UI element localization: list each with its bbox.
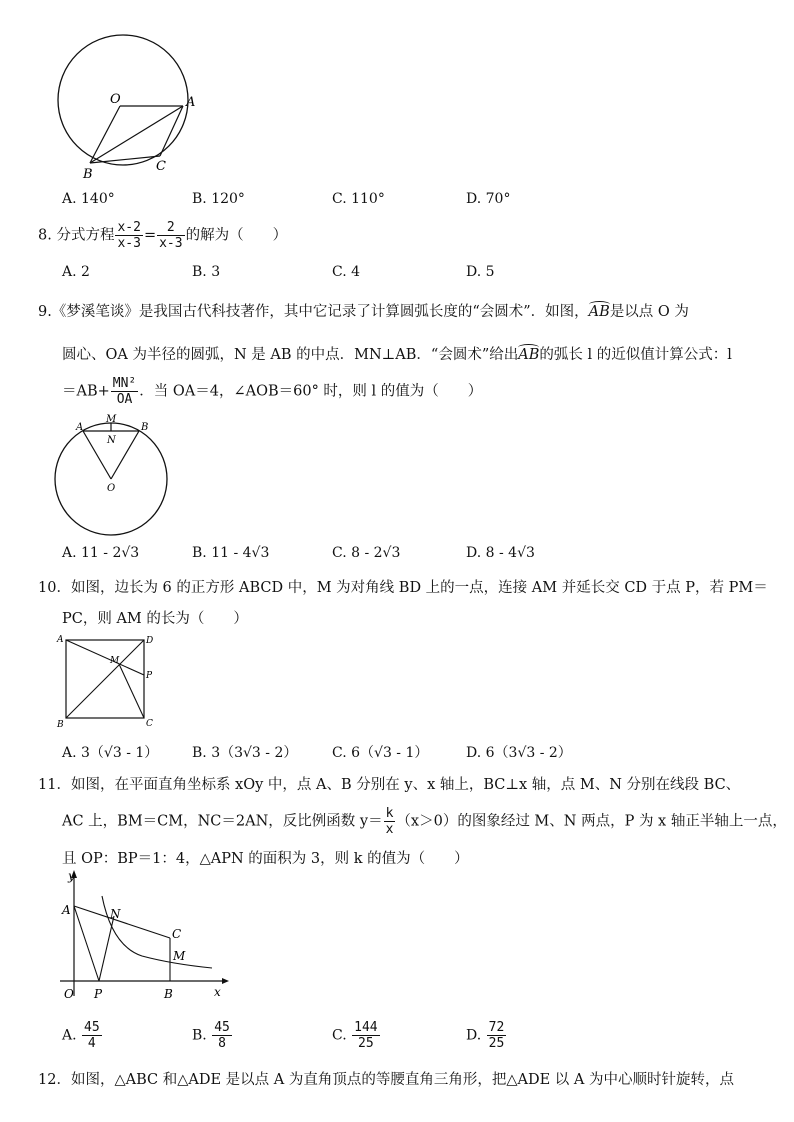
q11-stem-line2	[62, 806, 787, 837]
q9-text-b: 是以点 O 为	[609, 304, 689, 320]
q11-option-b[interactable]	[192, 1020, 233, 1051]
q9-option-c[interactable]: C. 8 - 2√3	[332, 545, 401, 561]
label-N: N	[110, 907, 121, 921]
q10-option-b[interactable]: B. 3（3√3 - 2）	[192, 745, 298, 761]
q7-option-d[interactable]: D. 70°	[466, 191, 511, 207]
label-O: O	[107, 483, 116, 494]
q7-option-c[interactable]: C. 110°	[332, 191, 385, 207]
label-D: D	[146, 636, 154, 646]
equals: =	[143, 227, 157, 244]
q8-lhs-denominator: x-3	[117, 236, 141, 251]
q9-frac-denominator: OA	[116, 392, 133, 407]
label-M: M	[110, 656, 120, 666]
q10-option-d[interactable]: D. 6（3√3 - 2）	[466, 745, 572, 761]
option-denominator: 25	[488, 1036, 505, 1051]
k-numerator: k	[385, 806, 394, 821]
q9-stem-line2	[62, 343, 732, 364]
q10-stem-line1: 10．如图，边长为 6 的正方形 ABCD 中，M 为对角线 BD 上的一点，连接 AM 并延长交 CD 于点 P，若 PM＝	[38, 580, 768, 596]
label-N: N	[107, 435, 116, 446]
q9-text-3b: ．当 OA＝4，∠AOB＝60° 时，则 l 的值为（ ）	[139, 383, 483, 400]
label-M: M	[173, 949, 186, 963]
q9-option-d[interactable]: D. 8 - 4√3	[466, 545, 535, 561]
label-B: B	[83, 167, 93, 182]
q10-square-figure	[52, 630, 162, 732]
q10-option-c[interactable]: C. 6（√3 - 1）	[332, 745, 429, 761]
option-label: D.	[466, 1027, 482, 1044]
axis-x-label: x	[214, 985, 221, 999]
option-label: A.	[62, 1027, 77, 1044]
q11-option-a[interactable]	[62, 1020, 103, 1051]
label-C: C	[172, 927, 182, 941]
question-number: 8.	[38, 227, 52, 244]
arc-AB-2: AB	[518, 347, 540, 363]
q8-rhs-numerator: 2	[157, 220, 184, 236]
q11-coordinate-figure	[52, 866, 232, 1006]
q8-option-d[interactable]: D. 5	[466, 264, 495, 280]
label-B: B	[164, 987, 173, 1001]
option-denominator: 25	[358, 1036, 374, 1051]
q11-text-2b: （x＞0）的图象经过 M、N 两点，P 为 x 轴正半轴上一点，	[396, 813, 787, 830]
label-O: O	[110, 92, 121, 107]
label-C: C	[146, 719, 153, 729]
q7-option-b[interactable]: B. 120°	[192, 191, 245, 207]
q8-lhs-numerator: x-2	[117, 220, 141, 235]
q9-text-2b: 的弧长 l 的近似值计算公式：l	[539, 347, 732, 363]
q10-option-a[interactable]: A. 3（√3 - 1）	[62, 745, 159, 761]
q11-option-c[interactable]	[332, 1020, 381, 1051]
x-denominator: x	[385, 822, 394, 837]
q8-rhs-denominator: x-3	[159, 236, 183, 251]
option-denominator: 4	[87, 1036, 96, 1051]
q12-stem-line1: 12．如图，△ABC 和△ADE 是以点 A 为直角顶点的等腰直角三角形，把△ADE 以 A 为中心顺时针旋转，点	[38, 1072, 734, 1088]
q8-text-end: 的解为（ ）	[185, 227, 288, 244]
q9-text: 9.《梦溪笔谈》是我国古代科技著作，其中它记录了计算圆弧长度的“会圆术”．如图，	[38, 304, 589, 320]
label-B: B	[141, 422, 149, 433]
option-label: C.	[332, 1027, 347, 1044]
label-P: P	[146, 671, 153, 681]
q11-stem-line3: 且 OP：BP＝1：4，△APN 的面积为 3，则 k 的值为（ ）	[62, 851, 469, 867]
q9-option-b[interactable]: B. 11 - 4√3	[192, 545, 270, 561]
q7-circle-figure	[50, 30, 200, 185]
label-A: A	[62, 903, 71, 917]
q8-option-c[interactable]: C. 4	[332, 264, 361, 280]
q11-text-2a: AC 上，BM＝CM，NC＝2AN，反比例函数 y＝	[62, 813, 383, 830]
q10-stem-line2: PC，则 AM 的长为（ ）	[62, 611, 248, 627]
axis-y-label: y	[68, 869, 75, 883]
arc-AB: AB	[588, 304, 610, 320]
label-P: P	[94, 987, 103, 1001]
label-O: O	[64, 987, 74, 1001]
q8-stem	[38, 220, 287, 251]
label-A: A	[186, 95, 196, 110]
q9-text-2a: 圆心、OA 为半径的圆弧，N 是 AB 的中点．MN⊥AB．“会圆术”给出	[62, 347, 519, 363]
q9-option-a[interactable]: A. 11 - 2√3	[62, 545, 140, 561]
label-A: A	[57, 635, 64, 645]
label-M: M	[106, 414, 117, 425]
q11-option-d[interactable]	[466, 1020, 507, 1051]
q9-frac-numerator: MN²	[112, 376, 137, 391]
label-C: C	[156, 159, 166, 174]
option-denominator: 8	[218, 1036, 226, 1051]
q9-text-3a: ＝AB+	[62, 383, 110, 400]
option-numerator: 144	[354, 1020, 378, 1035]
option-label: B.	[192, 1027, 207, 1044]
q9-arc-figure	[52, 412, 182, 537]
q7-option-a[interactable]: A. 140°	[62, 191, 115, 207]
q9-stem-line3	[62, 376, 482, 407]
q8-option-a[interactable]: A. 2	[62, 264, 90, 280]
q8-option-b[interactable]: B. 3	[192, 264, 221, 280]
q9-stem-line1	[38, 300, 689, 321]
label-A: A	[76, 422, 84, 433]
label-B: B	[57, 720, 64, 730]
option-numerator: 45	[214, 1020, 230, 1035]
option-numerator: 72	[488, 1020, 505, 1035]
circle	[58, 35, 188, 165]
q8-text: 分式方程	[56, 227, 115, 244]
option-numerator: 45	[84, 1020, 100, 1035]
q11-stem-line1: 11．如图，在平面直角坐标系 xOy 中，点 A、B 分别在 y、x 轴上，BC⊥x 轴，点 M、N 分别在线段 BC、	[38, 777, 741, 793]
